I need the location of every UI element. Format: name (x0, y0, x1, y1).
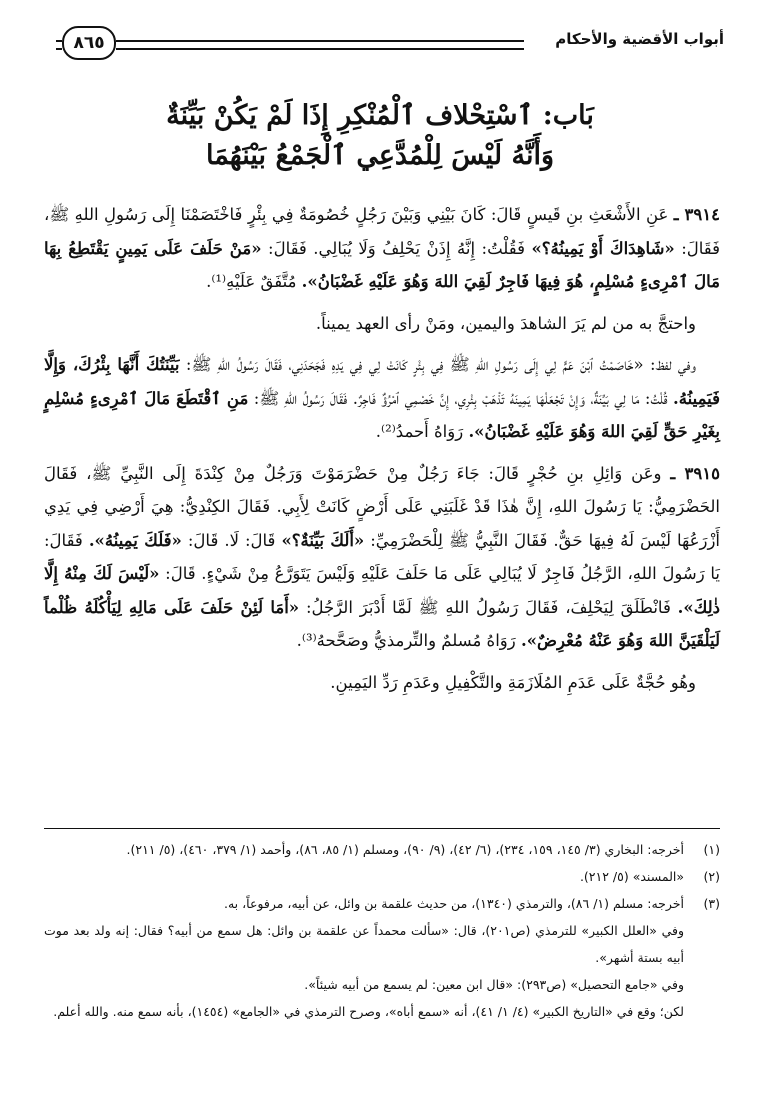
footnote-divider (44, 828, 720, 829)
hadith-text: عَنِ الأَشْعَثِ بنِ قَيسٍ قَالَ: كَانَ بَيْنِي وَبَيْنَ رَجُلٍ خُصُومَةٌ فِي بِئْرٍ فَاخْتَصَمْنَا إِلَى رَسُولِ اللهِ ﷺ، فَقَالَ: (44, 205, 720, 258)
footnote-text: أخرجه: مسلم (١/ ٨٦)، والترمذي (١٣٤٠)، من حديث علقمة بن وائل، عن أبيه، مرفوعاً، به. (223, 896, 684, 911)
prophetic-saying: «فَلَكَ يَمِينُهُ». (88, 530, 182, 550)
footnote-number: (٣) (703, 896, 720, 911)
header-rule (116, 40, 524, 50)
commentary: وهُو حُجَّةٌ عَلَى عَدَمِ المُلَازَمَةِ والتَّكْفِيلِ وعَدَمِ رَدِّ اليَمِينِ. (330, 672, 696, 692)
chapter-heading-line-1: بَاب: ٱسْتِحْلاف ٱلْمُنْكِرِ إِذَا لَمْ يَكُنْ بَيِّنَةٌ (166, 100, 594, 131)
footnote-text: وفي «جامع التحصيل» (ص٢٩٣): «قال ابن معين: لم يسمع من أبيه شيئاً». (304, 977, 684, 992)
hadith-text: قُلْتُ: مَا لِي بَيِّنَةٌ، وَإِنْ تَجْعَلْهَا يَمِينَهُ تَذْهَبْ بِئْرِي، إِنَّ خَصْمِي ٱمْرُؤٌ فَاجِرٌ. فَقَالَ رَسُولُ اللهِ ﷺ: (253, 388, 668, 408)
hadith-text: فَقَالَ: يَا رَسُولَ اللهِ، الرَّجُلُ فَاجِرٌ لَا يُبَالِي عَلَى مَا حَلَفَ عَلَيْهِ وَلَيْسَ يَتَوَرَّعُ مِنْ شَيْءٍ. قَالَ: (44, 530, 720, 583)
prophetic-saying: مَنِ ٱقْتَطَعَ مَالَ ٱمْرِىءٍ مُسْلِمٍ بِغَيْرِ حَقٍّ لَقِيَ اللهَ وَهُوَ عَلَيْهِ غَضْبَانُ». (44, 388, 720, 441)
hadith-source: مُتَّفَقٌ عَلَيْهِ⁽¹⁾. (206, 272, 297, 291)
footnote-text: وفي «العلل الكبير» للترمذي (ص٢٠١)، قال: «سألت محمداً عن علقمة بن وائل: هل سمع من أبيه؟ فقال: إنه ولد بعد موت أبيه بستة أشهر». (44, 923, 685, 965)
footnote-3 (44, 890, 720, 1025)
running-title: أبواب الأقضية والأحكام (555, 30, 724, 48)
hadith-text: فَقُلْتُ: إِنَّهُ إِذَنْ يَحْلِفُ وَلَا يُبَالِي. فَقَالَ: (268, 238, 525, 258)
hadith-number: ٣٩١٤ ـ (673, 205, 720, 224)
prophetic-saying: بَيِّنَتُكَ أَنَّهَا بِئْرُكَ، وَإِلَّا فَيَمِينُهُ. (44, 355, 720, 408)
footnote-text: لكن؛ وقع في «التاريخ الكبير» (٤/ ١/ ٤١)، أنه «سمع أباه»، وصرح الترمذي في «الجامع» (١٤٥٤)، بأنه سمع منه. والله أعلم. (53, 1004, 684, 1019)
footnotes (44, 836, 720, 1025)
hadith-text: وعَن وَائِلِ بنِ حُجْرٍ قَالَ: جَاءَ رَجُلٌ مِنْ حَضْرَمَوْتَ وَرَجُلٌ مِنْ كِنْدَةَ إِلَى النَّبِيِّ ﷺ، فَقَالَ الحَضْرَمِيُّ: يَا رَسُولَ اللهِ، إِنَّ هٰذَا قَدْ غَلَبَنِي عَلَى أَرْضٍ كَانَتْ لِأَبِي. فَقَالَ الكِنْدِيُّ: هِيَ أَرْضِي فِي يَدِي أَزْرَعُهَا لَيْسَ لَهُ فِيهَا حَقٌّ. فَقَالَ النَّبِيُّ ﷺ لِلْحَضْرَمِيِّ: (44, 463, 721, 550)
footnote-text-block (44, 890, 684, 1025)
prophetic-saying: «لَيْسَ لَكَ مِنْهُ إِلَّا ذٰلِكَ». (44, 564, 721, 617)
prophetic-saying: «أَمَا لَئِنْ حَلَفَ عَلَى مَالِهِ لِيَأْكُلَهُ ظُلْماً لَيَلْقَيَنَّ اللهَ وَهُوَ عَنْهُ مُعْرِضٌ». (44, 597, 720, 650)
footnote-text: أخرجه: البخاري (٣/ ١٤٥، ١٥٩، ٢٣٤)، (٦/ ٤٢)، (٩/ ٩٠)، ومسلم (١/ ٨٥، ٨٦)، وأحمد (١/ ٣٧٩، ٤٦٠)، (٥/ ٢١١). (126, 842, 684, 857)
footnote-number: (٢) (703, 869, 720, 884)
footnote-1 (44, 836, 720, 863)
hadith-source: رَوَاهُ مُسلمٌ والتِّرمذيُّ وصَحَّحهُ⁽³⁾. (296, 631, 516, 650)
page-header (56, 26, 724, 66)
hadith-text: فَانْطَلَقَ لِيَحْلِفَ، فَقَالَ رَسُولُ اللهِ ﷺ لَمَّا أَدْبَرَ الرَّجُلُ: (305, 597, 671, 617)
hadith-number: ٣٩١٥ ـ (670, 463, 720, 483)
prophetic-saying: «أَلَكَ بَيِّنَةٌ؟» (281, 530, 365, 550)
prophetic-saying: «مَنْ حَلَفَ عَلَى يَمِينٍ يَقْتَطِعُ بِهَا مَالَ ٱمْرِىءٍ مُسْلِمٍ، هُوَ فِيهَا فَاجِرٌ لَقِيَ اللهَ وَهُوَ عَلَيْهِ غَضْبَانُ». (44, 238, 720, 291)
hadith-source: رَوَاهُ أَحمدُ⁽²⁾. (375, 422, 464, 441)
chapter-heading (60, 96, 700, 176)
hadith-3914 (44, 198, 720, 299)
prophetic-saying: «شَاهِدَاكَ أَوْ يَمِينُهُ؟» (531, 238, 675, 258)
commentary: واحتجَّ به من لم يَرَ الشاهدَ واليمين، ومَنْ رأى العهد يميناً. (315, 313, 696, 333)
hadith-text: وفي لفظ: «خَاصَمْتُ ٱبْنَ عَمٍّ لِي إِلَى رَسُولِ اللهِ ﷺ فِي بِئْرٍ كَانَتْ لِي فِي يَدِهِ فَجَحَدَنِي، فَقَالَ رَسُولُ اللهِ ﷺ: (185, 355, 696, 374)
footnote-2 (44, 863, 720, 890)
page-number: ٨٦٥ (62, 26, 116, 60)
hadith-text: قَالَ: لَا. قَالَ: (187, 530, 276, 550)
main-text (44, 198, 720, 707)
hadith-3915 (44, 457, 720, 658)
chapter-heading-line-2: وَأَنَّهُ لَيْسَ لِلْمُدَّعِي ٱلْجَمْعُ بَيْنَهُمَا (205, 140, 555, 171)
footnote-text: «المسند» (٥/ ٢١٢). (579, 869, 684, 884)
hadith-variant (44, 348, 720, 449)
footnote-number: (١) (703, 842, 720, 857)
